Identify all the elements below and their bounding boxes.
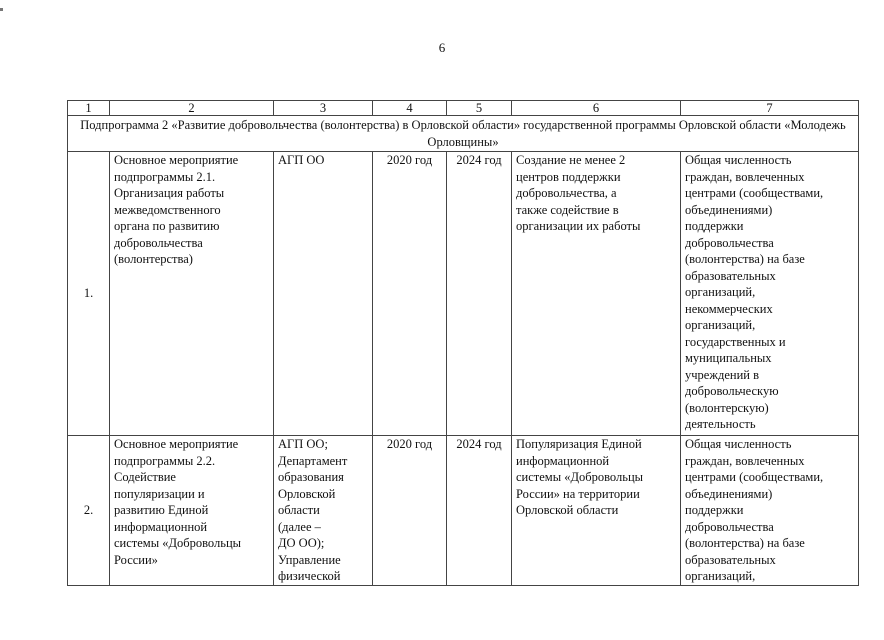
result-cell <box>512 152 681 436</box>
header-cell: 6 <box>512 101 681 116</box>
header-cell: 3 <box>274 101 373 116</box>
page-number: 6 <box>438 40 446 55</box>
indicator-text: Общая численность граждан, вовлеченных центрами (сообществами, объединениями) поддержки добровольчества (волонтерства) на базе образовательных организаций, <box>685 437 824 583</box>
indicator-text: Общая численность граждан, вовлеченных центрами (сообществами, объединениями) поддержки добровольчества (волонтерства) на базе образовательных организаций, некоммерческих организаций, государственных и муниципальных учреждений в добровольческую (волонтерскую) деятельность <box>685 153 824 431</box>
header-cell: 2 <box>110 101 274 116</box>
event-cell <box>110 152 274 436</box>
scan-mark <box>0 8 3 11</box>
header-cell: 5 <box>447 101 512 116</box>
header-cell: 4 <box>373 101 447 116</box>
end-year-cell: 2024 год <box>447 436 512 586</box>
executor-text: АГП ОО <box>278 153 325 167</box>
header-cell: 1 <box>68 101 110 116</box>
event-text: Основное мероприятие подпрограммы 2.1. Организация работы межведомственного органа по развитию добровольчества (волонтерства) <box>114 153 239 266</box>
start-year-cell: 2020 год <box>373 436 447 586</box>
header-cell: 7 <box>681 101 859 116</box>
program-table <box>67 100 859 586</box>
table-row <box>68 152 859 436</box>
result-cell <box>512 436 681 586</box>
executor-text: АГП ОО; Департамент образования Орловской области (далее – ДО ОО); Управление физической <box>278 437 348 583</box>
executor-cell <box>274 152 373 436</box>
row-number: 2. <box>68 436 110 586</box>
table-header-row <box>68 101 859 116</box>
subprogram-title: Подпрограмма 2 «Развитие добровольчества (волонтерства) в Орловской области» государственной программы Орловской области «Молодежь Орловщины» <box>68 116 859 152</box>
indicator-cell <box>681 152 859 436</box>
event-cell <box>110 436 274 586</box>
start-year-cell: 2020 год <box>373 152 447 436</box>
executor-cell <box>274 436 373 586</box>
indicator-cell <box>681 436 859 586</box>
event-text: Основное мероприятие подпрограммы 2.2. Содействие популяризации и развитию Единой информационной системы «Добровольцы России» <box>114 437 242 567</box>
end-year-cell: 2024 год <box>447 152 512 436</box>
result-text: Создание не менее 2 центров поддержки добровольчества, а также содействие в организации их работы <box>516 153 641 233</box>
subprogram-title-row <box>68 116 859 152</box>
result-text: Популяризация Единой информационной системы «Добровольцы России» на территории Орловской области <box>516 437 644 517</box>
row-number: 1. <box>68 152 110 436</box>
table-row <box>68 436 859 586</box>
